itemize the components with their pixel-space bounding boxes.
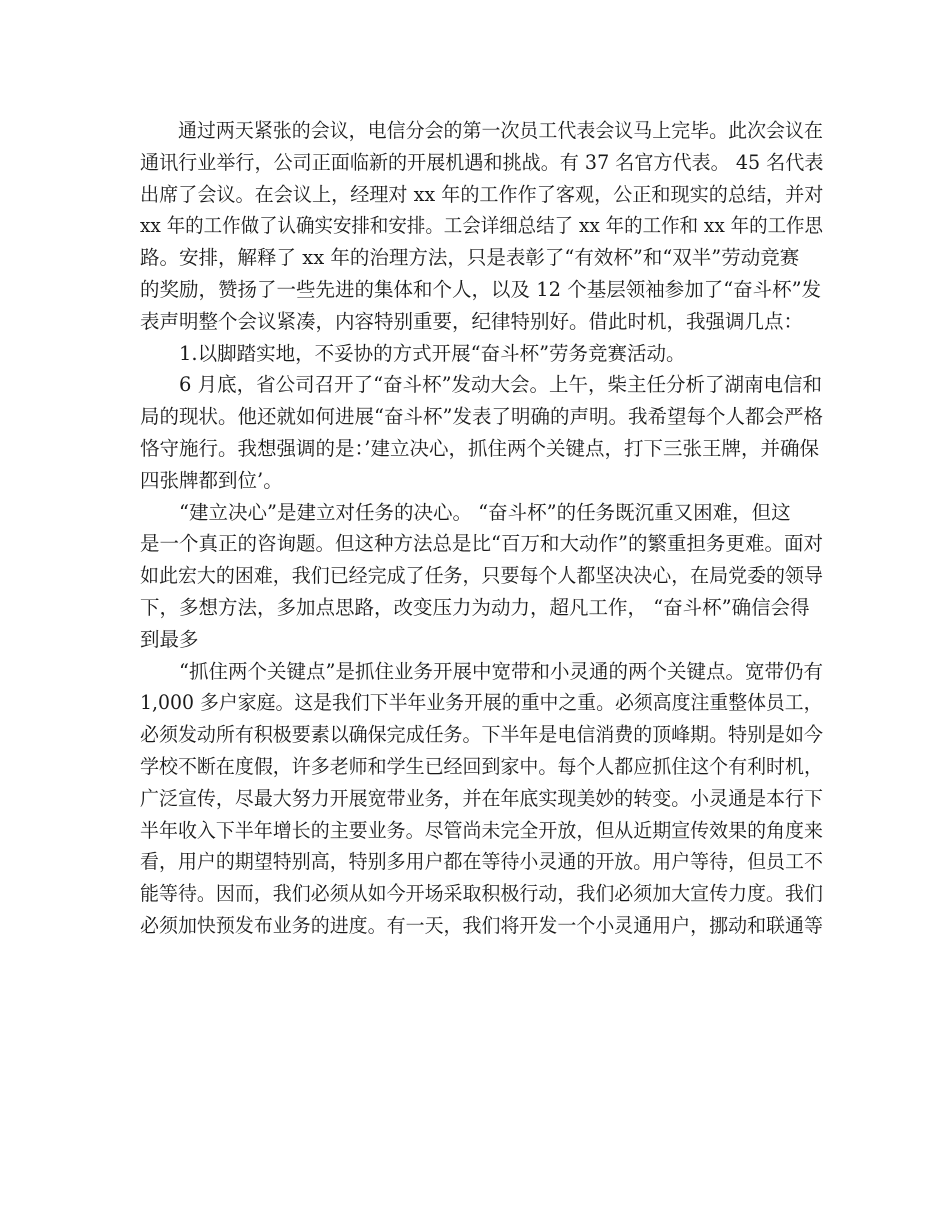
- text-line: 学校不断在度假，许多老师和学生已经回到家中。每个人都应抓住这个有利时机，: [140, 754, 823, 778]
- text-line: 必须发动所有积极要素以确保完成任务。下半年是电信消费的顶峰期。特别是如今: [140, 723, 823, 747]
- document-body: [140, 115, 823, 942]
- text-line: 表声明整个会议紧凑，内容特别重要，纪律特别好。借此时机，我强调几点：: [140, 309, 804, 333]
- text-line: 四张牌都到位’。: [140, 468, 283, 492]
- text-line: 的奖励，赞扬了一些先进的集体和个人，以及 12 个基层领袖参加了“奋斗杯”发: [140, 277, 822, 301]
- paragraph-3: [140, 369, 823, 496]
- paragraph-5: [140, 656, 823, 942]
- paragraph-2: [140, 338, 823, 370]
- text-line: 通过两天紧张的会议，电信分会的第一次员工代表会议马上完毕。此次会议在: [177, 119, 823, 142]
- text-line: 1,000 多户家庭。这是我们下半年业务开展的重中之重。必须高度注重整体员工，: [140, 691, 823, 715]
- text-line: 下，多想方法，多加点思路，改变压力为动力，超凡工作， “奋斗杯”确信会得: [140, 595, 810, 619]
- text-line: 到最多: [140, 627, 199, 651]
- text-line: 通讯行业举行，公司正面临新的开展机遇和挑战。有 37 名官方代表。 45 名代表: [140, 150, 824, 174]
- text-line: 必须加快预发布业务的进度。有一天，我们将开发一个小灵通用户，挪动和联通等: [140, 913, 823, 937]
- text-line: 能等待。因而，我们必须从如今开场采取积极行动，我们必须加大宣传力度。我们: [140, 882, 823, 906]
- text-line: 局的现状。他还就如何进展“奋斗杯”发表了明确的声明。我希望每个人都会严格: [140, 405, 823, 429]
- text-line: 如此宏大的困难，我们已经完成了任务，只要每个人都坚决决心，在局党委的领导: [140, 564, 823, 588]
- paragraph-1: [140, 115, 823, 338]
- text-line: 恪守施行。我想强调的是：’建立决心，抓住两个关键点，打下三张王牌，并确保: [140, 436, 819, 460]
- text-line: 6 月底，省公司召开了“奋斗杯”发动大会。上午，柴主任分析了湖南电信和: [179, 373, 823, 397]
- text-line: 出席了会议。在会议上，经理对 xx 年的工作作了客观，公正和现实的总结，并对: [140, 182, 824, 206]
- text-line: 半年收入下半年增长的主要业务。尽管尚未完全开放，但从近期宣传效果的角度来: [140, 818, 823, 842]
- text-line: 1.以脚踏实地，不妥协的方式开展“奋斗杯”劳务竞赛活动。: [179, 341, 686, 365]
- text-line: “抓住两个关键点”是抓住业务开展中宽带和小灵通的两个关键点。宽带仍有: [179, 659, 823, 683]
- text-line: 路。安排，解释了 xx 年的治理方法，只是表彰了“有效杯”和“双半”劳动竞赛: [140, 246, 800, 270]
- paragraph-4: [140, 497, 823, 656]
- text-line: 看，用户的期望特别高，特别多用户都在等待小灵通的开放。用户等待，但员工不: [140, 850, 823, 874]
- text-line: xx 年的工作做了认确实安排和安排。工会详细总结了 xx 年的工作和 xx 年的工作思: [140, 214, 823, 238]
- text-line: 广泛宣传，尽最大努力开展宽带业务，并在年底实现美妙的转变。小灵通是本行下: [140, 786, 823, 810]
- text-line: 是一个真正的咨询题。但这种方法总是比“百万和大动作”的繁重担务更难。面对: [140, 532, 823, 556]
- text-line: “建立决心”是建立对任务的决心。 “奋斗杯”的任务既沉重又困难，但这: [179, 500, 791, 524]
